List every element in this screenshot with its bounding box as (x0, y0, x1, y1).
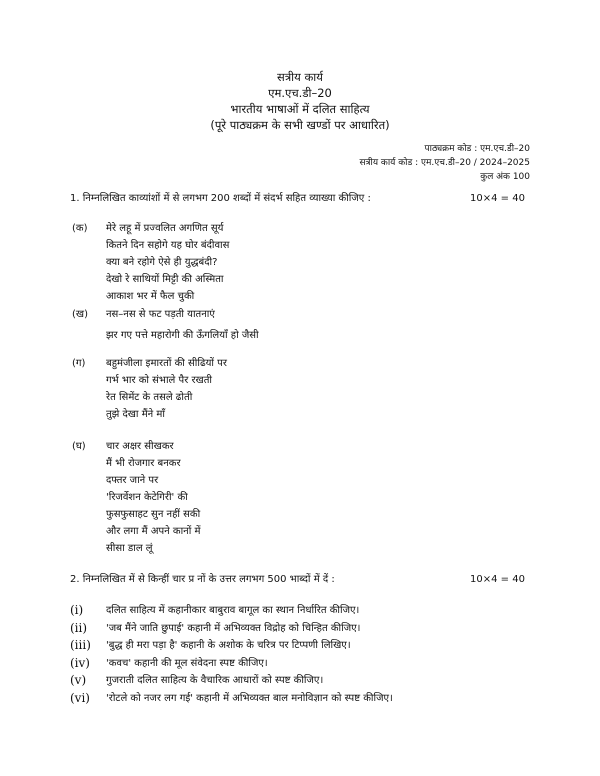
question-1-marks: 10×4 = 40 (470, 193, 525, 204)
question-2-items (106, 602, 393, 707)
item-number: (iii) (70, 638, 91, 652)
list-item: 'कवच' कहानी की मूल संवेदना स्पष्ट कीजिए। (106, 657, 268, 669)
item-number: (ii) (70, 620, 88, 635)
poem-line: मैं भी रोजगार बनकर (106, 458, 181, 469)
poem-line: कितने दिन सहोगे यह घोर बंदीवास (106, 240, 230, 251)
poem-line: झर गए पत्ते महारोगी की ऊँगलियाँ हो जैसी (106, 330, 259, 341)
poem-line: चार अक्षर सीखकर (106, 441, 174, 452)
item-number: (vi) (70, 690, 90, 705)
poem-line: गर्भ भार को संभाले पैर रखती (106, 375, 213, 386)
part-gha-label: (घ) (72, 441, 86, 452)
part-ka-poem (106, 220, 229, 305)
header-title: सत्रीय कार्य (277, 70, 323, 84)
part-gha-poem (106, 438, 200, 557)
poem-line: आकाश भर में फैल चुकी (106, 291, 195, 302)
poem-line: सीसा डाल लूं (106, 543, 153, 554)
part-ga-label: (ग) (72, 358, 86, 369)
list-item: 'बुद्ध ही मरा पड़ा है' कहानी के अशोक के चरित्र पर टिप्पणी लिखिए। (106, 640, 351, 651)
part-ka-label: (क) (72, 223, 88, 234)
part-kha-label: (ख) (72, 309, 88, 320)
assignment-code: सत्रीय कार्य कोड : एम.एच.डी–20 / 2024–2025 (359, 158, 530, 168)
question-2-marks: 10×4 = 40 (470, 574, 525, 585)
question-1-text: 1. निम्नलिखित काव्यांशों में से लगभग 200 शब्दों में संदर्भ सहित व्याख्या कीजिए : (70, 193, 371, 204)
poem-line: 'रिजर्वेशन केटेगिरी' की (106, 492, 188, 503)
header-course-name: भारतीय भाषाओं में दलित साहित्य (230, 102, 370, 116)
item-number: (iv) (70, 655, 90, 670)
poem-line: देखो रे साथियों मिट्टी की अस्मिता (106, 274, 224, 285)
poem-line: रेत सिमेंट के तसले ढोती (106, 392, 193, 403)
poem-line: बहुमंजीला इमारतों की सीढियों पर (106, 358, 227, 369)
poem-line: फुसफुसाहट सुन नहीं सकी (106, 509, 201, 520)
question-2-numerals (70, 602, 91, 707)
list-item: 'जब मैंने जाति छुपाई' कहानी में अभिव्यक्त विद्रोह को चिन्हित कीजिए। (106, 622, 361, 634)
list-item: दलित साहित्य में कहानीकार बाबुराव बागूल का स्थान निर्धारित कीजिए। (106, 605, 360, 616)
list-item: 'रोटले को नजर लग गई' कहानी में अभिव्यक्त बाल मनोविज्ञान को स्पष्ट कीजिए। (106, 692, 393, 704)
poem-line: नस–नस से फट पड़ती यातनाएं (106, 309, 215, 320)
total-marks: कुल अंक 100 (480, 172, 530, 182)
question-2-text: 2. निम्नलिखित में से किन्हीं चार प्र नों के उत्तर लगभग 500 भाब्दों में दें : (70, 574, 335, 585)
header-course-code: एम.एच.डी–20 (268, 86, 332, 100)
item-number: (i) (70, 603, 84, 617)
course-code: पाठ्यक्रम कोड : एम.एच.डी–20 (424, 144, 530, 154)
header-subtitle: (पूरे पाठ्यक्रम के सभी खण्डों पर आधारित) (210, 118, 390, 132)
item-number: (v) (70, 673, 87, 687)
poem-line: दफ्तर जाने पर (106, 475, 159, 486)
poem-line: तुझे देखा मैंने माँ (106, 409, 165, 420)
poem-line: मेरे लहू में प्रज्वलित अगणित सूर्य (106, 223, 224, 234)
part-ga-poem (106, 355, 227, 423)
list-item: गुजराती दलित साहित्य के वैचारिक आधारों को स्पष्ट कीजिए। (106, 675, 324, 686)
poem-line: क्या बने रहोगे ऐसे ही युद्धबंदी? (106, 257, 218, 268)
part-kha-poem (106, 306, 259, 344)
poem-line: और लगा मैं अपने कानों में (106, 526, 201, 537)
